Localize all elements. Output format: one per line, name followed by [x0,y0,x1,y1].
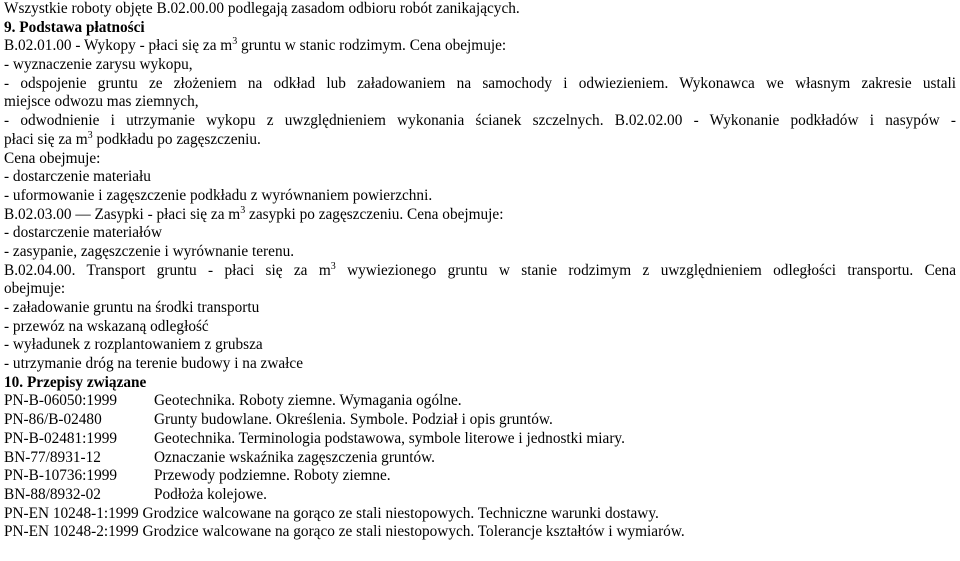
transport-text-b: wywiezionego gruntu w stanie rodzimym z uwzględnieniem odległości transportu. Cena [335,261,956,279]
text-line: miejsce odwozu mas ziemnych, [4,93,199,111]
norm-title: Geotechnika. Terminologia podstawowa, symbole literowe i jednostki miary. [154,429,625,447]
text-line: Cena obejmuje: [4,149,101,167]
norm-row [4,430,956,449]
norm-title: Geotechnika. Roboty ziemne. Wymagania ogólne. [154,392,462,410]
norm-code: PN-B-02481:1999 [4,429,118,447]
list-item: - odwodnienie i utrzymanie wykopu z uwzględnieniem wykonania ścianek szczelnych. B.02.02.00 - Wykonanie podkładów i nasypów - [4,112,956,130]
list-item: - odspojenie gruntu ze złożeniem na odkład lub załadowaniem na samochody i odwiezieniem. Wykonawca we własnym zakresie ustali [4,74,956,92]
norm-code: BN-88/8932-02 [4,485,101,503]
norm-title: Oznaczanie wskaźnika zagęszczenia gruntów. [154,448,435,466]
zasypki-line [4,206,956,225]
section-9-heading: 9. Podstawa płatności [4,18,145,36]
text-line: obejmuje: [4,280,66,298]
list-item: - utrzymanie dróg na terenie budowy i na zwałce [4,355,304,373]
norm-row: PN-EN 10248-1:1999 Grodzice walcowane na gorąco ze stali niestopowych. Techniczne warunki dostawy. [4,504,659,522]
zasypki-text-a: B.02.03.00 — Zasypki - płaci się za m [4,205,241,223]
intro-line: Wszystkie roboty objęte B.02.00.00 podlegają zasadom odbioru robót zanikających. [4,0,520,17]
list-item: - załadowanie gruntu na środki transportu [4,299,260,316]
list-item: - dostarczenie materiału [4,168,151,186]
list-item: - zasypanie, zagęszczenie i wyrównanie terenu. [4,242,295,260]
superscript-3: 3 [87,130,93,141]
zasypki-text-b: zasypki po zagęszczeniu. Cena obejmuje: [245,205,504,223]
norm-code: PN-86/B-02480 [4,411,102,429]
transport-text-a: B.02.04.00. Transport gruntu - płaci się za m [4,261,331,279]
norm-title: Grunty budowlane. Określenia. Symbole. Podział i opis gruntów. [154,411,553,429]
list-item: - wyznaczenie zarysu wykopu, [4,56,193,74]
superscript-3: 3 [330,261,336,272]
norm-code: PN-B-06050:1999 [4,392,118,410]
list-item: - dostarczenie materiałów [4,224,162,242]
norm-title: Podłoża kolejowe. [154,485,268,503]
list-item: - wyładunek z rozplantowaniem z grubsza [4,336,263,354]
norm-row [4,392,956,411]
norm-row [4,449,956,468]
section-10-heading: 10. Przepisy związane [4,373,147,391]
wykopy-text-b: gruntu w stanic rodzimym. Cena obejmuje: [237,37,507,55]
wykopy-text-a: B.02.01.00 - Wykopy - płaci się za m [4,37,233,55]
norm-code: BN-77/8931-12 [4,448,101,466]
norm-row [4,411,956,430]
norm-title: Przewody podziemne. Roboty ziemne. [154,467,391,485]
podklady-text-a: płaci się za m [4,130,88,148]
transport-line [4,262,956,281]
podklady-line [4,131,956,150]
list-item: - przewóz na wskazaną odległość [4,317,209,335]
superscript-3: 3 [240,205,246,216]
wykopy-line [4,37,956,56]
podklady-text-b: podkładu po zagęszczeniu. [92,130,261,148]
superscript-3: 3 [232,37,238,48]
list-item: - uformowanie i zagęszczenie podkładu z wyrównaniem powierzchni. [4,186,433,204]
norm-row [4,486,956,505]
norm-code: PN-B-10736:1999 [4,467,118,485]
norm-row: PN-EN 10248-2:1999 Grodzice walcowane na gorąco ze stali niestopowych. Tolerancje kształtów i wymiarów. [4,523,685,541]
norm-row [4,467,956,486]
